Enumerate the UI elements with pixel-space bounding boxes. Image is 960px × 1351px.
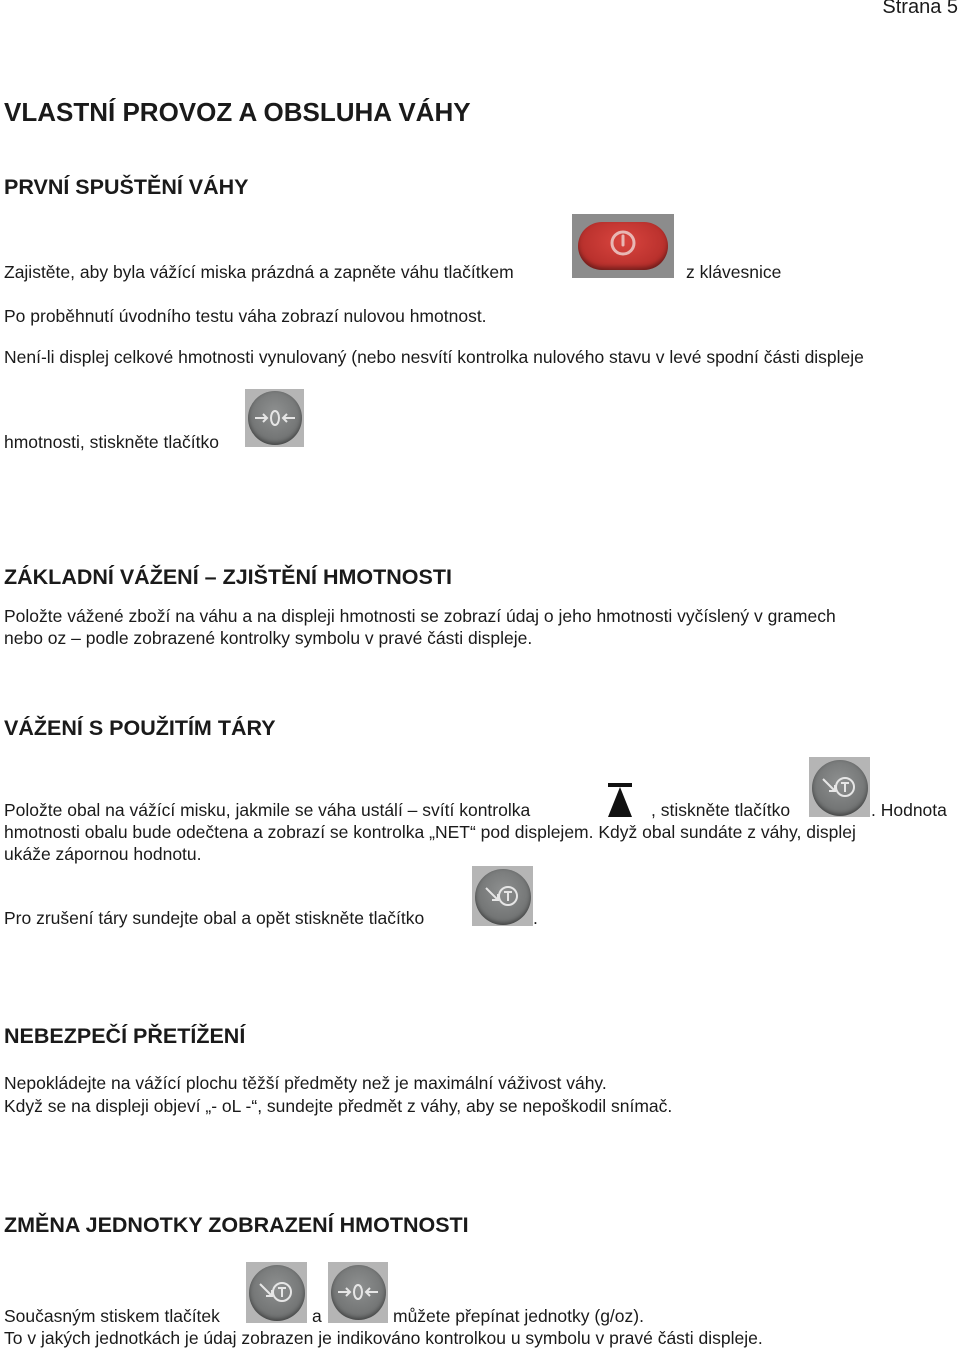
units-line2: To v jakých jednotkách je údaj zobrazen je indikováno kontrolkou u symbolu v pravé části displeje. (4, 1328, 763, 1348)
units-line1-c: můžete přepínat jednotky (g/oz). (393, 1306, 644, 1326)
heading-units: ZMĚNA JEDNOTKY ZOBRAZENÍ HMOTNOSTI (4, 1213, 469, 1237)
tare-line2: hmotnosti obalu bude odečtena a zobrazí se kontrolka „NET“ pod displejem. Když obal sundáte z váhy, displej (4, 822, 856, 842)
tare-line4-end: . (533, 908, 538, 928)
tare-line4: Pro zrušení táry sundejte obal a opět stiskněte tlačítko (4, 908, 425, 928)
overload-line1: Nepokládejte na vážící plochu těžší předměty než je maximální váživost váhy. (4, 1073, 607, 1093)
page-number: Strana 5 (882, 0, 958, 18)
first-start-line3: Není-li displej celkové hmotnosti vynulovaný (nebo nesvítí kontrolka nulového stavu v levé spodní části displeje (4, 347, 864, 367)
stable-indicator-icon (606, 783, 634, 819)
overload-line2: Když se na displeji objeví „- oL -“, sundejte předmět z váhy, aby se nepoškodil snímač. (4, 1096, 673, 1116)
heading-first-start: PRVNÍ SPUŠTĚNÍ VÁHY (4, 175, 249, 199)
tare-button-icon (472, 866, 533, 926)
page-title: VLASTNÍ PROVOZ A OBSLUHA VÁHY (4, 97, 471, 127)
zero-button-icon (328, 1262, 388, 1323)
units-line1-b: a (312, 1306, 322, 1326)
first-start-line2: Po proběhnutí úvodního testu váha zobrazí nulovou hmotnost. (4, 306, 487, 326)
tare-line1-a: Položte obal na vážící misku, jakmile se váha ustálí – svítí kontrolka (4, 800, 531, 820)
basic-weighing-line2: nebo oz – podle zobrazené kontrolky symbolu v pravé části displeje. (4, 628, 533, 648)
heading-overload: NEBEZPEČÍ PŘETÍŽENÍ (4, 1024, 246, 1048)
heading-basic-weighing: ZÁKLADNÍ VÁŽENÍ – ZJIŠTĚNÍ HMOTNOSTI (4, 565, 452, 589)
tare-line1-b: , stiskněte tlačítko (651, 800, 791, 820)
tare-button-icon (809, 757, 870, 817)
tare-line1-c: . Hodnota (871, 800, 947, 820)
heading-tare: VÁŽENÍ S POUŽITÍM TÁRY (4, 716, 276, 740)
basic-weighing-line1: Položte vážené zboží na váhu a na displeji hmotnosti se zobrazí údaj o jeho hmotnosti vyčíslený v gramech (4, 606, 836, 626)
zero-button-icon (245, 389, 304, 447)
units-line1-a: Současným stiskem tlačítek (4, 1306, 220, 1326)
power-button-icon (572, 214, 674, 278)
first-start-line4: hmotnosti, stiskněte tlačítko (4, 432, 219, 452)
tare-line3: ukáže zápornou hodnotu. (4, 844, 202, 864)
tare-button-icon (246, 1262, 307, 1323)
first-start-line1-after: z klávesnice (686, 262, 782, 282)
first-start-line1: Zajistěte, aby byla vážící miska prázdná a zapněte váhu tlačítkem (4, 262, 514, 282)
